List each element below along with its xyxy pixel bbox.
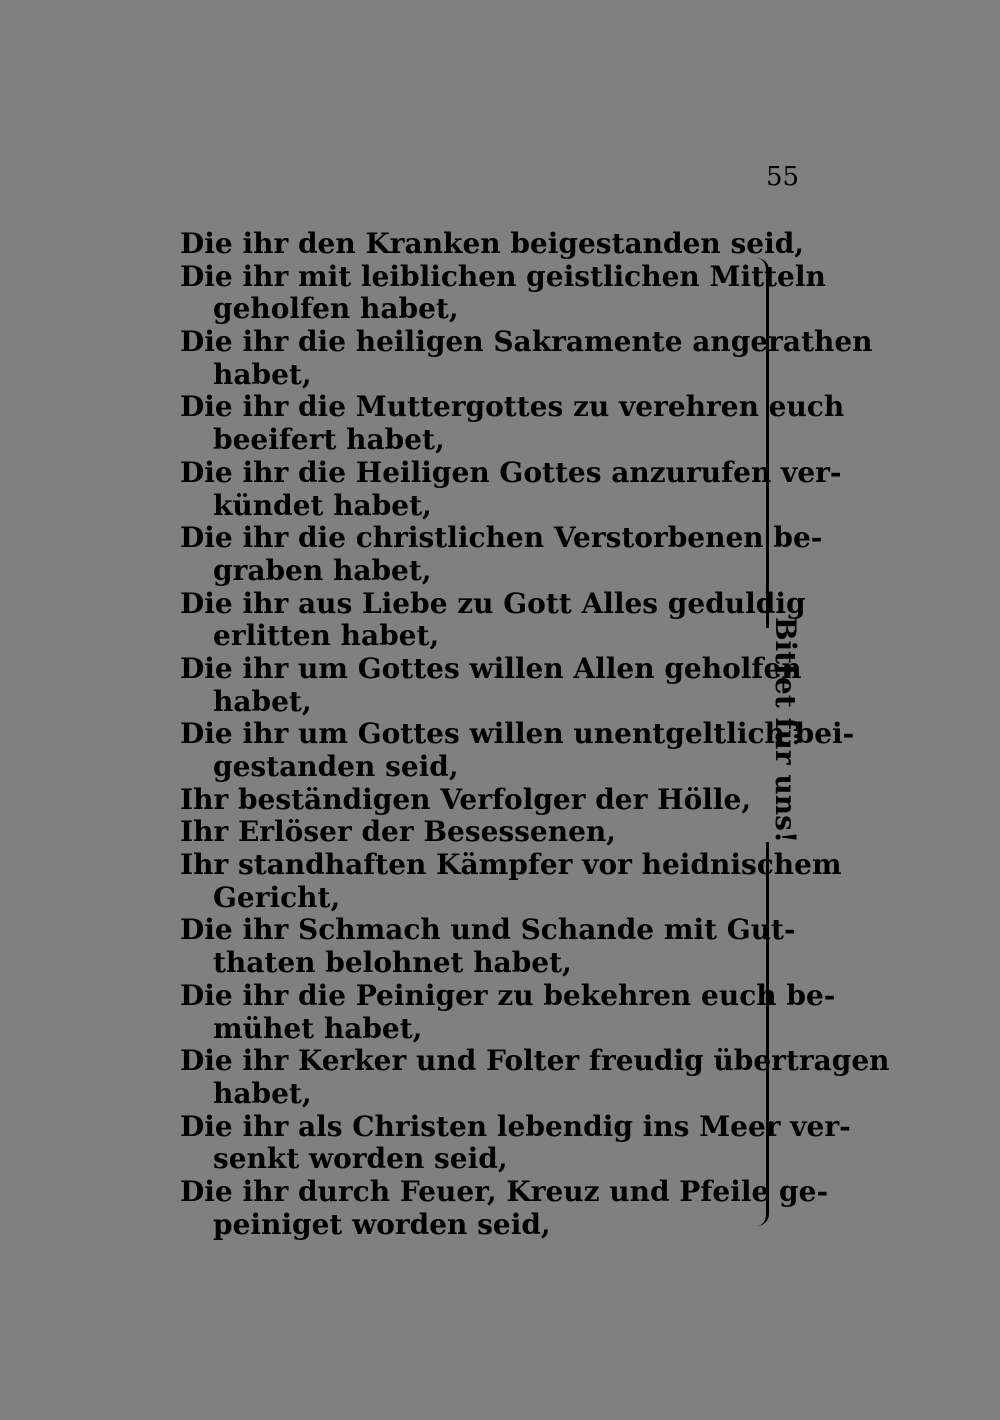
litany-line: peiniget worden seid,	[213, 1207, 551, 1241]
litany-line: Die ihr die christlichen Verstorbenen be-	[180, 521, 823, 555]
litany-line: Die ihr als Christen lebendig ins Meer ver-	[180, 1109, 851, 1143]
litany-line: Die ihr Schmach und Schande mit Gut-	[180, 913, 796, 947]
litany-line: Die ihr die Muttergottes zu verehren euch	[180, 390, 845, 424]
litany-line: Die ihr Kerker und Folter freudig übertragen	[180, 1044, 890, 1078]
litany-line: Ihr standhaften Kämpfer vor heidnischem	[180, 848, 842, 882]
litany-line: kündet habet,	[213, 488, 432, 522]
litany-line: graben habet,	[213, 553, 432, 587]
page-number: 55	[766, 162, 800, 192]
litany-line: Die ihr die Peiniger zu bekehren euch be-	[180, 978, 836, 1012]
brace-lower	[756, 842, 769, 1226]
litany-line: geholfen habet,	[213, 292, 459, 326]
litany-line: beeifert habet,	[213, 423, 445, 457]
litany-line: Die ihr um Gottes willen Allen geholfen	[180, 651, 802, 685]
litany-line: Die ihr aus Liebe zu Gott Alles geduldig	[180, 586, 806, 620]
litany-line: Die ihr die Heiligen Gottes anzurufen ver-	[180, 455, 842, 489]
litany-line: erlitten habet,	[213, 619, 440, 653]
litany-line: thaten belohnet habet,	[213, 946, 572, 980]
litany-line: habet,	[213, 357, 312, 391]
litany-line: Die ihr mit leiblichen geistlichen Mitteln	[180, 259, 826, 293]
litany-line: Die ihr den Kranken beigestanden seid,	[180, 227, 805, 260]
litany-line: gestanden seid,	[213, 750, 459, 783]
litany-line: Gericht,	[213, 880, 341, 914]
brace-upper	[756, 258, 769, 628]
litany-line: habet,	[213, 684, 312, 718]
litany-line: Ihr Erlöser der Besessenen,	[180, 815, 617, 849]
litany-line: Die ihr die heiligen Sakramente angerathen	[180, 325, 873, 359]
litany-line: Ihr beständigen Verfolger der Hölle,	[180, 782, 752, 816]
litany-line: mühet habet,	[213, 1011, 423, 1045]
litany-line: Die ihr durch Feuer, Kreuz und Pfeile ge-	[180, 1174, 829, 1208]
litany-line: senkt worden seid,	[213, 1142, 508, 1176]
response-text: Bittet für uns!	[769, 616, 802, 844]
litany-line: habet,	[213, 1076, 312, 1110]
litany-line: Die ihr um Gottes willen unentgeltlich bei-	[180, 717, 855, 751]
